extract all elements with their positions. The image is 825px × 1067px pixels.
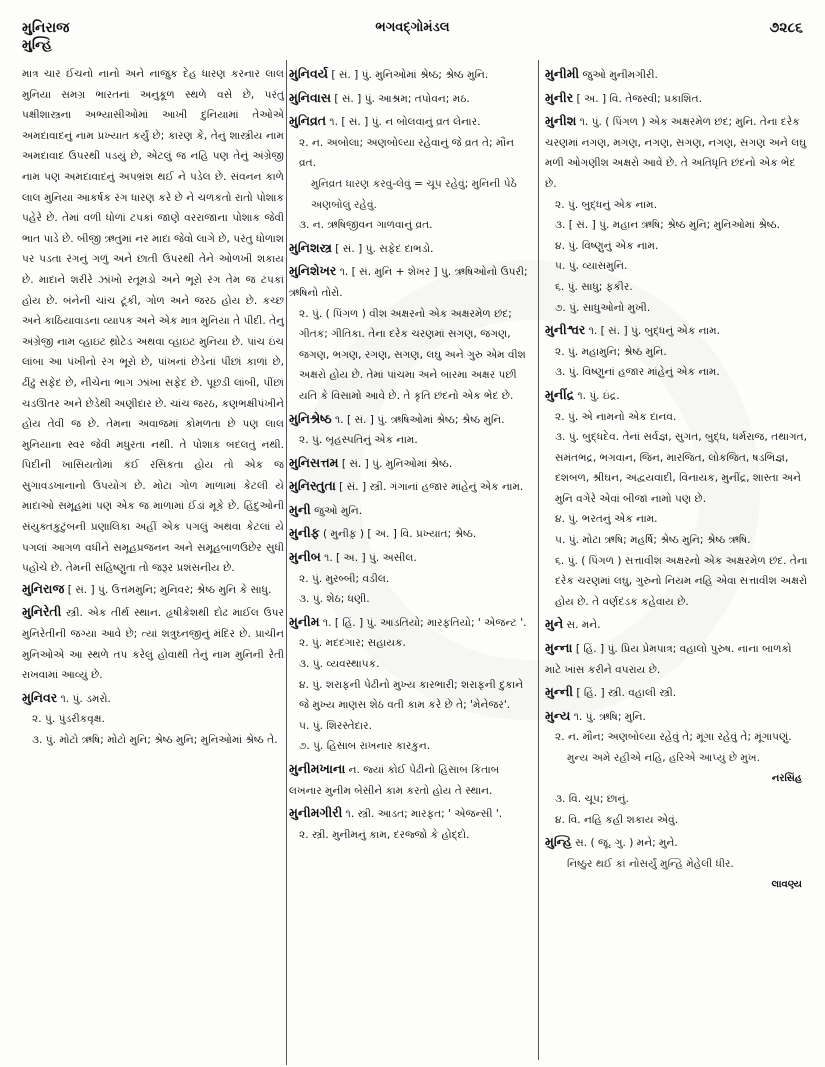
definition: મુન્ની [ હિં. ] સ્ત્રી. વહાલી સ્ત્રી. <box>545 684 677 700</box>
dictionary-entry <box>545 638 810 680</box>
dictionary-entry <box>545 682 810 704</box>
sense: ૪. પું. વિષ્ણુનું એક નામ. <box>555 239 659 252</box>
definition: મુનિસ્તુતા [ સં. ] સ્ત્રી. ગંગાનાં હજાર માંહેનું એક નામ. <box>289 478 524 494</box>
dictionary-entry <box>289 453 534 475</box>
dictionary-entry <box>289 88 534 110</box>
headword: મુન્ની <box>545 684 573 700</box>
book-title: ભગવદ્ગોમંડલ <box>375 20 450 35</box>
sense: ૫. પું. વ્યાસમુનિ. <box>555 260 628 273</box>
definition: મુનિરેતી સ્ત્રી. એક તીર્થ સ્થાન. હૃષીકેશથી દોઢ માઈલ ઉપર મુનિરેતીની જગ્યા આવે છે; ત્યાં શત્રુઘ્નજીનું મંદિર છે. પ્રાચીન મુનિઓએ આ સ્થળે તપ કરેલું હોવાથી તેનું નામ મુનિની રેતી રાખવામાં આવ્યું છે. <box>22 604 284 682</box>
page-number: ૭૨૮૬ <box>769 20 803 36</box>
dictionary-entry <box>289 523 534 545</box>
entries-list <box>289 64 534 845</box>
column-3 <box>545 64 810 897</box>
definition: મુને સ. મને. <box>545 616 601 632</box>
column-1 <box>22 64 284 753</box>
column-divider <box>538 60 539 1060</box>
dictionary-entry <box>545 614 810 636</box>
sense: ૬. પું. સાધુ; ફકીર. <box>555 280 633 293</box>
column-divider <box>286 60 287 1065</box>
dictionary-entry <box>22 602 284 685</box>
entries-list <box>22 579 284 751</box>
sense: ૨. પું. મુરબ્બી; વડીલ. <box>299 572 390 585</box>
headword: મુનિવર્ય <box>289 66 328 81</box>
dictionary-entry <box>22 688 284 751</box>
headword: મુનિશસ્ત્ર <box>289 239 332 255</box>
headword: મુનીફ <box>289 525 320 541</box>
sense: ૭. પું. સાધુઓનો મુખી. <box>555 301 651 314</box>
dictionary-entry <box>545 832 810 895</box>
headword: મુન્ના <box>545 640 573 656</box>
quote-source: નરસિંહ <box>771 772 802 784</box>
headword: મુનીબ <box>289 549 321 565</box>
definition: મુનીમ ૧. [ હિં. ] પું. આડતિયો; મારફતિયો; ' એજન્ટ '. <box>289 613 527 629</box>
sense: ૩. વિ. ચૂપ; છાનું. <box>555 793 629 806</box>
sense: ૪. પું. શરાફની પેઢીનો મુખ્ય કારભારી; શરાફની દુકાને જે મુખ્ય માણસ શેઠ વતી કામ કરે છે તે; 'મેનેજર'. <box>299 678 524 712</box>
headword: મુનીશ <box>545 113 577 129</box>
guide-word-bottom: મુન્હિ <box>22 37 53 53</box>
dictionary-entry <box>545 320 810 383</box>
definition: મુનીમગીરી ૧. સ્ત્રી. આડત; મારફત; ' એજન્સી '. <box>289 805 503 821</box>
dictionary-entry <box>545 706 810 831</box>
headword: મુનિસત્તમ <box>289 454 339 470</box>
definition: મુન્ય ૧. પું. ઋષિ; મુનિ. <box>545 707 646 723</box>
dictionary-entry <box>289 759 534 801</box>
sense: ૨. પું. બૃહસ્પતિનું એક નામ. <box>299 434 418 447</box>
dictionary-entry <box>289 64 534 86</box>
definition: મુનિસત્તમ [ સં. ] પું. મુનિઓમાં શ્રેષ્ઠ. <box>289 454 453 470</box>
headword: મુનીશ્વર <box>545 322 586 338</box>
sense: ૨. પું. બુદ્ધનું એક નામ. <box>555 198 657 211</box>
dictionary-entry <box>545 88 810 110</box>
dictionary-entry <box>545 111 810 318</box>
guide-word-top: મુનિરાજ <box>22 20 70 36</box>
dictionary-entry <box>545 64 810 86</box>
usage-quote: નિષ્ઠુર થઈ કાં નોસર્યું મુન્હિ મેહેલી ધીર. <box>567 857 734 870</box>
sense: ૩. પું. શેઠ; ધણી. <box>299 593 370 606</box>
definition: મુનિવ્રત ૧. [ સં. ] પું. ન બોલવાનું વ્રત લેનાર. <box>289 113 481 129</box>
headword: મુનિવ્રત <box>289 113 327 129</box>
headword: મુનિસ્તુતા <box>289 478 336 494</box>
definition: મુનીબ ૧. [ અ. ] પું. અસીલ. <box>289 549 417 565</box>
sense: ૩. પું. વ્યવસ્થાપક. <box>299 658 380 671</box>
definition: મુનીશ્વર ૧. [ સં. ] પું. બુદ્ધનું એક નામ. <box>545 322 720 338</box>
sense: ૪. પું. ભરતનું એક નામ. <box>555 513 658 526</box>
headword: મુને <box>545 616 564 632</box>
sense: ૩. પું. મોટો ઋષિ; મોટો મુનિ; શ્રેષ્ઠ મુનિ; મુનિઓમાં શ્રેષ્ઠ તે. <box>32 734 278 746</box>
headword: મુની <box>289 501 311 517</box>
definition: મુનિશ્રેષ્ઠ ૧. [ સં. ] પું. ઋષિઓમાં શ્રેષ્ઠ; શ્રેષ્ઠ મુનિ. <box>289 410 505 426</box>
sense: ૫. પું. મોટા ઋષિ; મહર્ષિ; શ્રેષ્ઠ મુનિ; શ્રેષ્ઠ ઋષિ. <box>555 534 751 547</box>
definition: મુનિવાસ [ સં. ] પું. આશ્રમ; તપોવન; મઠ. <box>289 89 470 105</box>
dictionary-entry <box>22 579 284 601</box>
headword: મુન્ય <box>545 707 571 723</box>
sense: ૪. વિ. નહિ કહી શકાય એવું. <box>555 813 679 826</box>
quote-source: લાવણ્ય <box>771 878 802 890</box>
entries-list <box>545 64 810 895</box>
dictionary-entry <box>289 409 534 451</box>
sense: ૨. પું. એ નામનો એક દાનવ. <box>555 410 677 423</box>
definition: મુનિરાજ [ સં. ] પું. ઉત્તમમુનિ; મુનિવર; શ્રેષ્ઠ મુનિ કે સાધુ. <box>22 580 272 596</box>
headword: મુનિશેખર <box>289 263 337 279</box>
column-2 <box>289 64 534 847</box>
sense: ૫. પું. શિરસ્તેદાર. <box>299 719 372 732</box>
definition: મુનીર [ અ. ] વિ. તેજસ્વી; પ્રકાશિત. <box>545 89 702 105</box>
sense: ૩. પું. બુદ્ધદેવ. તેનાં સર્વજ્ઞ, સુગત, બુદ્ધ, ધર્મરાજ, તથાગત, સમંતભદ્ર, ભગવાન, જિન, મારજિત, લોકજિત, ષડભિજ્ઞ, દશબળ, શ્રીઘન, અદ્વયવાદી, વિનાયક, મુનીંદ્ર, શાસ્તા અને મુનિ વગેરે એવાં બીજાં નામો પણ છે. <box>555 431 808 505</box>
definition: મુનીમખાના ન. જ્યાં કોઈ પેઢીનો હિસાબ કિતાબ લખનાર મુનીમ બેસીને કામ કરતો હોય તે સ્થાન. <box>289 761 500 797</box>
headword: મુનીમ <box>289 613 320 629</box>
definition: મુની જુઓ મુનિ. <box>289 501 363 517</box>
sense: ૨. સ્ત્રી. મુનીમનું કામ, દરજ્જો કે હોદ્દો. <box>299 828 470 841</box>
definition: મુનીંદ્ર ૧. પું. ઇંદ્ર. <box>545 386 620 402</box>
sense: ૩. ન. ઋષિજીવન ગાળવાનું વ્રત. <box>299 219 433 232</box>
definition: મુનિશેખર ૧. [ સં. મુનિ + શેખર ] પું. ઋષિઓનો ઉપરી; ઋષિનો તોરો. <box>289 263 528 299</box>
sense: ૭. પું. હિસાબ રાખનાર કારકુન. <box>299 740 431 753</box>
headword: મુનીમખાના <box>289 761 346 776</box>
dictionary-entry <box>289 803 534 845</box>
dictionary-entry <box>289 476 534 498</box>
sense: ૩. [ સં. ] પું. મહાન ઋષિ; શ્રેષ્ઠ મુનિ; મુનિઓમાં શ્રેષ્ઠ. <box>555 219 781 232</box>
headword: મુનિવાસ <box>289 89 331 105</box>
headword: મુનિશ્રેષ્ઠ <box>289 410 332 426</box>
headword: મુનીર <box>545 89 574 105</box>
definition: મુનીફ ( મુનીફ઼ ) [ અ. ] વિ. પ્રખ્યાત; શ્રેષ્ઠ. <box>289 525 477 541</box>
definition: મુન્ના [ હિં. ] પું. પ્રિય પ્રેમપાત્ર; વહાલો પુરુષ. નાના બાળકો માટે ખાસ કરીને વપરાય છે. <box>545 640 792 676</box>
sense: ૨. પું. મદદગાર; સહાયક. <box>299 637 406 650</box>
headword: મુન્હિ <box>545 834 572 850</box>
dictionary-entry <box>289 111 534 236</box>
definition: મુનિશસ્ત્ર [ સં. ] પું. સફેદ દાભડો. <box>289 239 434 255</box>
usage-quote: મુન્ય અમે રહીએ નહિ, હરિએ આપ્યું છે મુખ. <box>567 752 760 764</box>
definition: મુનીમી જુઓ મુનીમગીરી. <box>545 66 658 81</box>
definition: મુનીશ ૧. પું. ( પિંગળ ) એક અક્ષરમેળ છંદ; મુનિ. તેના દરેક ચરણમાં નગણ, મગણ, નગણ, સગણ, નગણ, સગણ અને લઘુ મળી ઓગણીશ અક્ષરો આવે છે. તે અતિધૃતિ છંદનો એક ભેદ છે. <box>545 113 807 190</box>
dictionary-entry <box>545 385 810 613</box>
continuation-paragraph: માત્ર ચાર ઈંચનો નાનો અને નાજુક દેહ ધારણ કરનાર લાલ મુનિયા સમગ્ર ભારતનાં અનુકૂળ સ્થળે વસે છે, પરંતુ પક્ષીશાસ્ત્રના અભ્યાસીઓમાં આખી દુનિયામાં તેઓએ અમદાવાદનું નામ પ્રખ્યાત કર્યું છે; કારણ કે, તેનું શાસ્ત્રીય નામ અમદાવાદ ઉપરથી પડયું છે, એટલું જ નહિ પણ તેનું અંગ્રેજી નામ પણ અમદાવાદનું અપભ્રંશ થઈ ને પડેલ છે. સંવનન કાળે લાલ મુનિયા આકર્ષક રંગ ધારણ કરે છે ને ચળકતો રાતો પોશાક પહેરે છે. તેમાં વળી ધોળાં ટપકાં જાણે વરરાજાના પોશાક જેવી ભાત પાડે છે. બીજી ઋતુમાં નર માદા જેવો લાગે છે, પરંતુ ધોળાશ પર પડતા રંગનું ગળું અને છાતી ઉપરથી તેને ઓળખી શકાય છે. માદાને શરીરે ઝાંખો રતૂમડો અને ભૂરો રંગ તેમ જ ટપકાં હોય છે. બંનેની ચાંચ ટૂંકી, ગોળ અને જરઠ હોય છે. કચ્છ અને કાઠિયાવાડના વ્યાપક અને એક માત્ર મુનિયા તે પીદી. તેનુ અંગ્રેજી નામ વ્હાઇટ થ્રોટેડ અથવા વ્હાઇટ મુનિયા છે. પાંચ ઇંચ લાંબા આ પંખીનો રંગ ભૂરો છે, પાંખનાં છેડેનાં પીંછાં કાળાં છે, ઢીંઢું સફેદ છે, નીચેના ભાગ ઝાંખા સફેદ છે. પૂછડી લાંબી, પીંછાં ચડઊતર અને છેડેથી અણીદાર છે. ચાંચ જરઠ, કણભક્ષીપંખીને હોય તેવી જ છે. તેમના અવાજમાં કોમળતા છે પણ લાલ મુનિયાના સ્વર જેવી મધુરતા નથી. તે પોશાક બદલતું નથી. પિદીની ખાસિયતોમાં કંઈ રસિકતા હોય તો એક જ સુગાવડખાનાનો ઉપયોગ છે. મોટા ગોળ માળામાં કેટલી યે માદાઓ સમૂહમાં પણ એક જ માળામાં ઈંડાં મૂકે છે. હિંદુઓની સંયુક્તકુટુંબની પ્રણાલિકા અહીં એક પગલું અથવા કેટલાં યે પગલાં આગળ વધીને સમૂહપ્રજનન અને સમૂહબાળઉછેર સુધી પહોંચે છે. તેમની સહિષ્ણુતા તો જરૂર પ્રશંસનીય છે. <box>22 68 284 575</box>
sense: ૬. પું. ( પિંગળ ) સત્તાવીશ અક્ષરનો એક અક્ષરમેળ છંદ. તેના દરેક ચરણમાં લઘુ, ગુરુનો નિયમ નહિ એવા સત્તાવીશ અક્ષરો હોય છે. તે વર્ણદંડક કહેવાય છે. <box>555 554 808 608</box>
dictionary-entry <box>289 547 534 610</box>
headword: મુનીંદ્ર <box>545 386 575 402</box>
definition: મુનિવર ૧. પું. ડમરો. <box>22 689 111 705</box>
headword: મુનિવર <box>22 689 58 705</box>
definition: મુન્હિ સ. ( જૂ. ગુ. ) મને; મુને. <box>545 834 678 850</box>
headword: મુનીમગીરી <box>289 805 343 821</box>
sense: ૨. પું. ( પિંગળ ) વીશ અક્ષરનો એક અક્ષરમેળ છંદ; ગીતક; ગીતિકા. તેના દરેક ચરણમાં સગણ, જગણ, જગણ, ભગણ, રગણ, સગણ, લઘુ અને ગુરુ એમ વીશ અક્ષરો હોય છે. તેમાં પાંચમા અને બારમા અક્ષર પછી યતિ કે વિસામો આવે છે. તે કૃતિ છંદનો એક ભેદ છે. <box>299 307 526 402</box>
dictionary-entry <box>289 500 534 522</box>
sense: ૩. પું. વિષ્ણુનાં હજાર માંહેનું એક નામ. <box>555 366 720 379</box>
headword: મુનિરાજ <box>22 580 65 596</box>
dictionary-entry <box>289 612 534 757</box>
dictionary-entry <box>289 261 534 406</box>
sense: ૨. પું. મહામુનિ; શ્રેષ્ઠ મુનિ. <box>555 345 667 358</box>
definition: મુનિવર્ય [ સં. ] પું. મુનિઓમાં શ્રેષ્ઠ; શ્રેષ્ઠ મુનિ. <box>289 66 489 81</box>
sense: ૨. ન. અબોલા; અણબોલ્યા રહેવાનું જે વ્રત તે; મૌન વ્રત. <box>299 136 515 170</box>
sense: ૨. ન. મૌન; અણબોલ્યા રહેવું તે; મૂંગા રહેવું તે; મૂંગાપણું. <box>555 731 792 744</box>
usage-quote: મુનિવ્રત ધારણ કરવું-લેવું = ચૂપ રહેવું; મુનિની પેઠે અણબોલું રહેવું. <box>311 177 517 211</box>
headword: મુનિરેતી <box>22 604 62 620</box>
headword: મુનીમી <box>545 66 580 81</box>
dictionary-entry <box>289 238 534 260</box>
sense: ૨. પું. પુંડરીકવૃક્ષ. <box>32 713 105 726</box>
